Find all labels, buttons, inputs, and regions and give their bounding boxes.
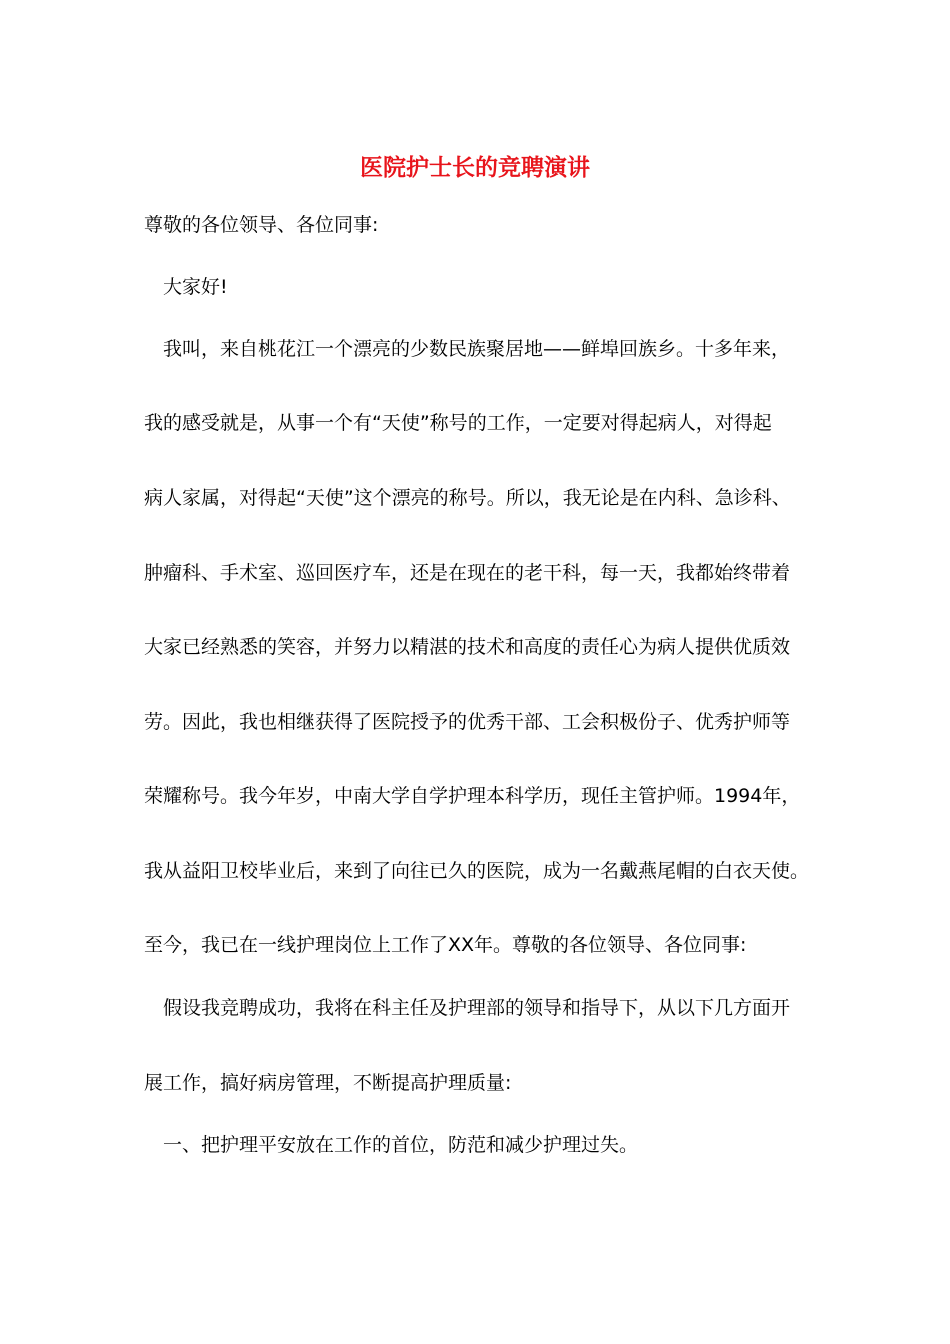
paragraph-line: 展工作，搞好病房管理，不断提高护理质量: xyxy=(144,1072,512,1094)
paragraph-line: 假设我竞聘成功，我将在科主任及护理部的领导和指导下，从以下几方面开 xyxy=(163,997,791,1019)
greeting: 大家好! xyxy=(163,276,228,298)
paragraph-line: 劳。因此，我也相继获得了医院授予的优秀干部、工会积极份子、优秀护师等 xyxy=(144,711,791,733)
paragraph-line: 大家已经熟悉的笑容，并努力以精湛的技术和高度的责任心为病人提供优质效 xyxy=(144,636,791,658)
paragraph-line: 至今，我已在一线护理岗位上工作了XX年。尊敬的各位领导、各位同事: xyxy=(144,934,747,956)
list-item: 一、把护理平安放在工作的首位，防范和减少护理过失。 xyxy=(163,1134,639,1156)
paragraph-line: 荣耀称号。我今年岁，中南大学自学护理本科学历，现任主管护师。1994年， xyxy=(144,785,801,807)
paragraph-line: 我的感受就是，从事一个有“天使”称号的工作，一定要对得起病人，对得起 xyxy=(144,412,772,434)
paragraph-line: 我叫，来自桃花江一个漂亮的少数民族聚居地——鲜埠回族乡。十多年来， xyxy=(163,338,791,360)
salutation: 尊敬的各位领导、各位同事: xyxy=(144,214,379,236)
paragraph-line: 病人家属，对得起“天使”这个漂亮的称号。所以，我无论是在内科、急诊科、 xyxy=(144,487,791,509)
document-title: 医院护士长的竞聘演讲 xyxy=(360,154,590,181)
paragraph-line: 肿瘤科、手术室、巡回医疗车，还是在现在的老干科，每一天，我都始终带着 xyxy=(144,562,791,584)
paragraph-line: 我从益阳卫校毕业后，来到了向往已久的医院，成为一名戴燕尾帽的白衣天使。 xyxy=(144,860,810,882)
